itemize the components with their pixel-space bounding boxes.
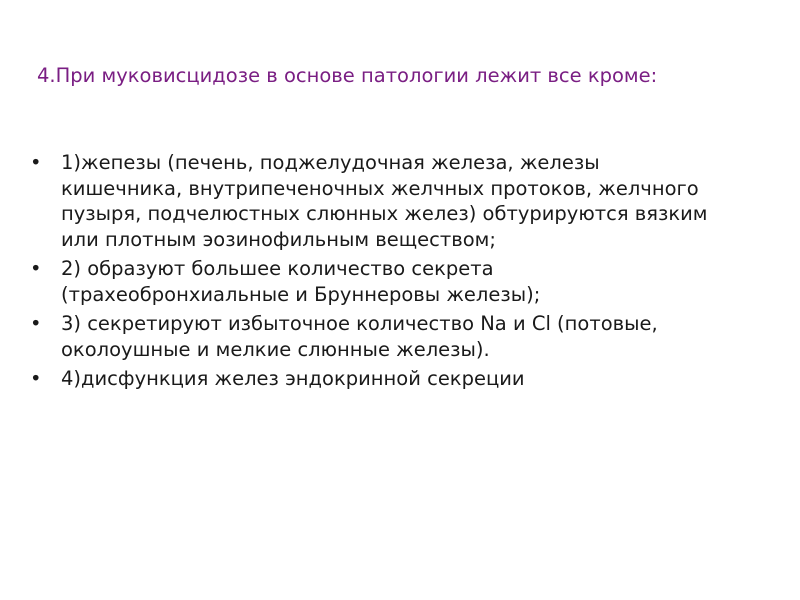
- bullet-icon: •: [30, 367, 42, 390]
- bullet-icon: •: [30, 312, 42, 335]
- list-item: [28, 311, 718, 362]
- list-item: [28, 366, 718, 392]
- bullet-icon: •: [30, 257, 42, 280]
- slide-title: 4.При муковисцидозе в основе патологии лежит все кроме:: [37, 64, 658, 87]
- list-item-text: 2) образуют большее количество секрета (трахеобронхиальные и Бруннеровы железы);: [61, 257, 541, 306]
- list-item-text: 3) секретируют избыточное количество Na и Cl (потовые, околоушные и мелкие слюнные железы).: [61, 312, 658, 361]
- list-item: [28, 256, 718, 307]
- list-item: [28, 150, 718, 252]
- list-item-text: 4)дисфункция желез эндокринной секреции: [61, 367, 525, 390]
- list-item-text: 1)жепезы (печень, поджелудочная железа, железы кишечника, внутрипеченочных желчных протоков, желчного пузыря, подчелюстных слюнных желез) обтурируются вязким или плотным эозинофильным веществом;: [61, 151, 708, 251]
- answer-list: [28, 150, 718, 396]
- bullet-icon: •: [30, 151, 42, 174]
